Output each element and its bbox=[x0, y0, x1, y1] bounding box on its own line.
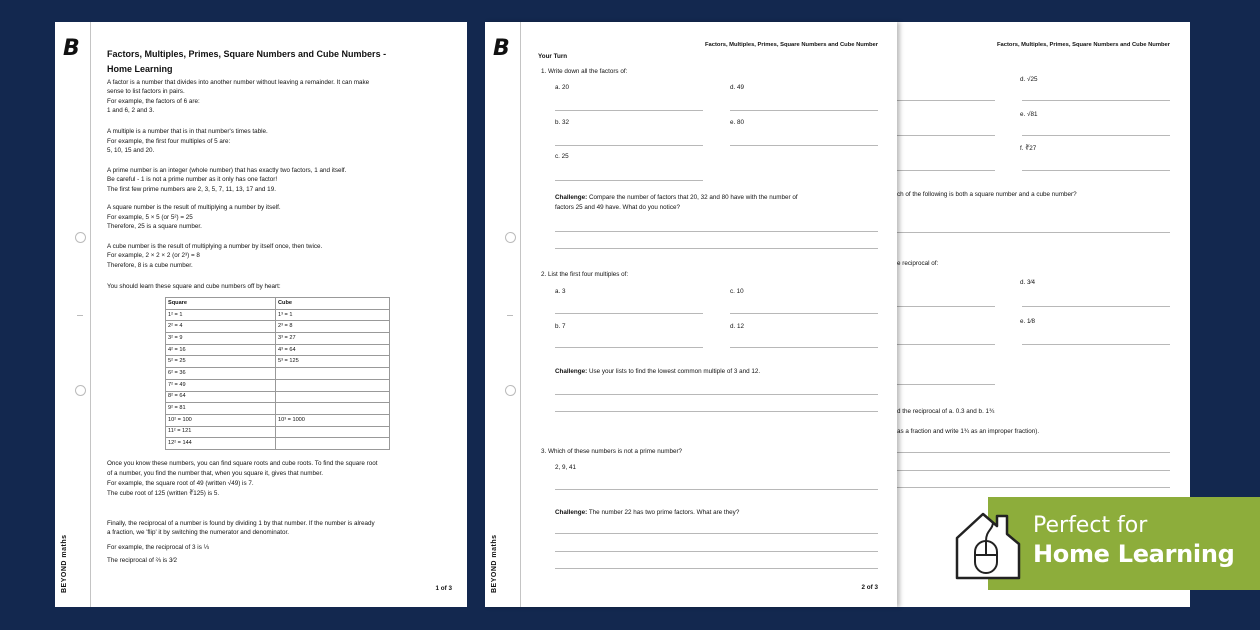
item: b. 7 bbox=[555, 323, 566, 330]
cell: 10² = 100 bbox=[166, 414, 276, 426]
cell bbox=[276, 391, 390, 403]
worksheet-page-2 bbox=[485, 22, 897, 607]
answer-line bbox=[555, 110, 703, 111]
item: d. 12 bbox=[730, 323, 745, 330]
item: d. 49 bbox=[730, 84, 745, 91]
table-row bbox=[166, 379, 390, 391]
answer-line bbox=[555, 551, 878, 552]
answer-line bbox=[1022, 306, 1170, 307]
cell bbox=[276, 368, 390, 380]
text-line: The cube root of 125 (written ∛125) is 5. bbox=[107, 490, 220, 497]
text-line: sense to list factors in pairs. bbox=[107, 88, 185, 95]
cell: 4³ = 64 bbox=[276, 344, 390, 356]
column-header-cube: Cube bbox=[276, 298, 390, 310]
answer-line bbox=[1022, 135, 1170, 136]
margin-line bbox=[90, 22, 91, 607]
answer-line bbox=[897, 100, 995, 101]
cell: 10³ = 1000 bbox=[276, 414, 390, 426]
challenge-text: factors 25 and 49 have. What do you notice? bbox=[555, 204, 680, 211]
cell: 7² = 49 bbox=[166, 379, 276, 391]
item: f. ∛27 bbox=[1020, 145, 1037, 152]
table-row bbox=[166, 321, 390, 333]
cell: 1² = 1 bbox=[166, 309, 276, 321]
answer-line bbox=[897, 344, 995, 345]
page-header: Factors, Multiples, Primes, Square Numbers and Cube Number bbox=[705, 42, 878, 48]
challenge bbox=[555, 509, 739, 517]
item: c. 10 bbox=[730, 288, 744, 295]
answer-line bbox=[555, 231, 878, 232]
answer-line bbox=[897, 487, 1170, 488]
item: a. 20 bbox=[555, 84, 570, 91]
options: 2, 9, 41 bbox=[555, 464, 577, 471]
item: c. 25 bbox=[555, 153, 569, 160]
table-row bbox=[166, 426, 390, 438]
item: b. 32 bbox=[555, 119, 570, 126]
cell: 5² = 25 bbox=[166, 356, 276, 368]
text-line: of a number, you find the number that, when you square it, gives that number. bbox=[107, 470, 323, 477]
banner-line-1: Perfect for bbox=[1033, 513, 1148, 538]
page-title: Factors, Multiples, Primes, Square Numbers and Cube Numbers - bbox=[107, 49, 387, 59]
answer-line bbox=[555, 347, 703, 348]
text-line: The first few prime numbers are 2, 3, 5, 7, 11, 13, 17 and 19. bbox=[107, 186, 276, 193]
punch-hole bbox=[505, 385, 516, 396]
text-line: Once you know these numbers, you can find square roots and cube roots. To find the square root bbox=[107, 460, 378, 467]
item: e. 1⁄8 bbox=[1020, 318, 1036, 325]
text-line: A factor is a number that divides into another number without leaving a remainder. It can make bbox=[107, 79, 370, 86]
challenge bbox=[555, 194, 798, 202]
cell: 4² = 16 bbox=[166, 344, 276, 356]
fold-mark bbox=[507, 315, 513, 316]
text-line: A cube number is the result of multiplying a number by itself once, then twice. bbox=[107, 243, 323, 250]
answer-line bbox=[897, 470, 1170, 471]
table-row bbox=[166, 333, 390, 345]
fold-mark bbox=[77, 315, 83, 316]
text-line: For example, the first four multiples of 5 are: bbox=[107, 138, 231, 145]
punch-hole bbox=[505, 232, 516, 243]
text-line: A prime number is an integer (whole number) that has exactly two factors, 1 and itself. bbox=[107, 167, 347, 174]
column-header-square: Square bbox=[166, 298, 276, 310]
question-1: 1. Write down all the factors of: bbox=[541, 68, 628, 75]
answer-line bbox=[897, 135, 995, 136]
answer-line bbox=[555, 411, 878, 412]
banner-line-2: Home Learning bbox=[1033, 540, 1235, 568]
cell: 2³ = 8 bbox=[276, 321, 390, 333]
home-learning-banner bbox=[988, 497, 1260, 590]
answer-line bbox=[897, 306, 995, 307]
answer-line bbox=[730, 347, 878, 348]
challenge-label: Challenge: bbox=[555, 509, 588, 516]
table-row bbox=[166, 414, 390, 426]
text-line: 1 and 6, 2 and 3. bbox=[107, 107, 155, 114]
text-line: Therefore, 25 is a square number. bbox=[107, 223, 202, 230]
page-number: 1 of 3 bbox=[435, 585, 452, 592]
cell: 9² = 81 bbox=[166, 403, 276, 415]
text-line: 5, 10, 15 and 20. bbox=[107, 147, 155, 154]
text-line: For example, the reciprocal of 3 is ⅓ bbox=[107, 544, 209, 551]
table-row bbox=[166, 368, 390, 380]
answer-line bbox=[897, 384, 995, 385]
challenge-text: Compare the number of factors that 20, 32 and 80 have with the number of bbox=[587, 194, 798, 201]
item: e. 80 bbox=[730, 119, 745, 126]
logo: B bbox=[63, 36, 80, 61]
answer-line bbox=[897, 170, 995, 171]
challenge-text: The number 22 has two prime factors. What are they? bbox=[587, 509, 740, 516]
text-line: Finally, the reciprocal of a number is found by dividing 1 by that number. If the number is already bbox=[107, 520, 375, 527]
answer-line bbox=[730, 110, 878, 111]
cell: 3³ = 27 bbox=[276, 333, 390, 345]
page-title: Home Learning bbox=[107, 64, 173, 74]
item: d. 3⁄4 bbox=[1020, 279, 1036, 286]
text-line: For example, the square root of 49 (written √49) is 7. bbox=[107, 480, 254, 487]
cell: 8² = 64 bbox=[166, 391, 276, 403]
item: a. 3 bbox=[555, 288, 566, 295]
question-6: d the reciprocal of a. 0.3 and b. 1¾ bbox=[897, 408, 995, 415]
text-line: For example, the factors of 6 are: bbox=[107, 98, 200, 105]
item: e. √81 bbox=[1020, 111, 1038, 118]
cell: 1³ = 1 bbox=[276, 309, 390, 321]
answer-line bbox=[897, 232, 1170, 233]
answer-line bbox=[555, 489, 878, 490]
challenge-label: Challenge: bbox=[555, 368, 588, 375]
answer-line bbox=[555, 533, 878, 534]
question-2: 2. List the first four multiples of: bbox=[541, 271, 629, 278]
text-line: The reciprocal of ⅔ is 3⁄2 bbox=[107, 557, 178, 564]
table-row bbox=[166, 309, 390, 321]
margin-line bbox=[520, 22, 521, 607]
answer-line bbox=[730, 145, 878, 146]
answer-line bbox=[555, 145, 703, 146]
table-row bbox=[166, 344, 390, 356]
answer-line bbox=[1022, 100, 1170, 101]
challenge bbox=[555, 368, 760, 376]
cell: 12² = 144 bbox=[166, 438, 276, 450]
text-line: For example, 2 × 2 × 2 (or 2³) = 8 bbox=[107, 252, 200, 259]
worksheet-page-1 bbox=[55, 22, 467, 607]
text-line: A square number is the result of multiplying a number by itself. bbox=[107, 204, 281, 211]
answer-line bbox=[555, 248, 878, 249]
text-line: a fraction, we 'flip' it by switching the numerator and denominator. bbox=[107, 529, 289, 536]
cell bbox=[276, 403, 390, 415]
question-6-hint: as a fraction and write 1¾ as an improper fraction). bbox=[897, 428, 1040, 435]
section-title: Your Turn bbox=[538, 53, 568, 60]
brand-logo: BEYOND maths bbox=[491, 534, 498, 593]
question-3: 3. Which of these numbers is not a prime number? bbox=[541, 448, 683, 455]
answer-line bbox=[730, 313, 878, 314]
answer-line bbox=[897, 452, 1170, 453]
text-line: You should learn these square and cube numbers off by heart: bbox=[107, 283, 281, 290]
squares-cubes-table bbox=[165, 297, 390, 450]
cell bbox=[276, 426, 390, 438]
answer-line bbox=[555, 313, 703, 314]
house-mouse-icon bbox=[953, 508, 1023, 580]
logo: B bbox=[493, 36, 510, 61]
text-line: A multiple is a number that is in that number's times table. bbox=[107, 128, 268, 135]
answer-line bbox=[1022, 170, 1170, 171]
answer-line bbox=[555, 568, 878, 569]
cell: 5³ = 125 bbox=[276, 356, 390, 368]
challenge-text: Use your lists to find the lowest common multiple of 3 and 12. bbox=[587, 368, 761, 375]
answer-line bbox=[555, 394, 878, 395]
punch-hole bbox=[75, 385, 86, 396]
text-line: Be careful - 1 is not a prime number as it only has one factor! bbox=[107, 176, 278, 183]
text-line: For example, 5 × 5 (or 5²) = 25 bbox=[107, 214, 193, 221]
answer-line bbox=[555, 180, 703, 181]
page-number: 2 of 3 bbox=[861, 584, 878, 591]
table-row bbox=[166, 438, 390, 450]
item: d. √25 bbox=[1020, 76, 1038, 83]
question-4: ch of the following is both a square number and a cube number? bbox=[897, 191, 1077, 198]
cell: 6² = 36 bbox=[166, 368, 276, 380]
punch-hole bbox=[75, 232, 86, 243]
table-row bbox=[166, 391, 390, 403]
table-row bbox=[166, 403, 390, 415]
cell bbox=[276, 438, 390, 450]
cell bbox=[276, 379, 390, 391]
table-row bbox=[166, 356, 390, 368]
cell: 2² = 4 bbox=[166, 321, 276, 333]
cell: 11² = 121 bbox=[166, 426, 276, 438]
brand-logo: BEYOND maths bbox=[61, 534, 68, 593]
question-5: e reciprocal of: bbox=[897, 260, 939, 267]
text-line: Therefore, 8 is a cube number. bbox=[107, 262, 193, 269]
page-header: Factors, Multiples, Primes, Square Numbers and Cube Number bbox=[997, 42, 1170, 48]
cell: 3² = 9 bbox=[166, 333, 276, 345]
answer-line bbox=[1022, 344, 1170, 345]
challenge-label: Challenge: bbox=[555, 194, 588, 201]
